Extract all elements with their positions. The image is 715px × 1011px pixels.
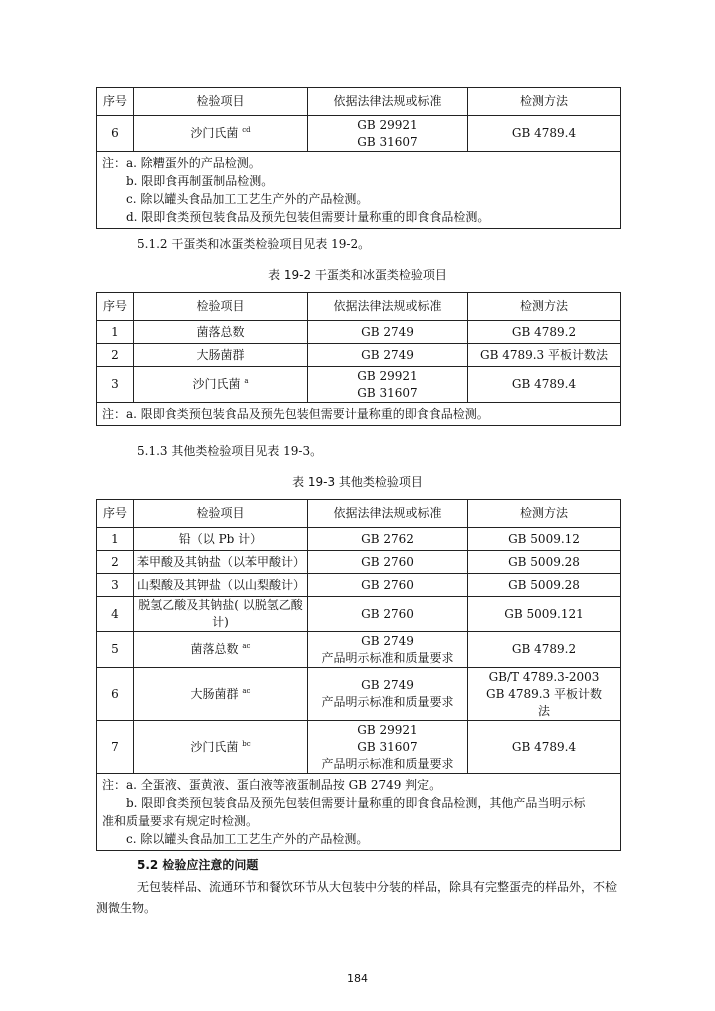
cell-standard [308,668,468,721]
note-line: c. 除以罐头食品加工工艺生产外的产品检测。 [126,832,369,846]
cell-no: 6 [97,116,134,152]
cell-no: 5 [97,632,134,668]
method-line: GB/T 4789.3-2003 [488,669,600,684]
item-name: 山梨酸及其钾盐（以山梨酸计） [137,577,306,592]
header-method: 检测方法 [468,88,621,116]
table-row [97,528,621,551]
cell-item [134,597,308,632]
item-footnote-ref: bc [242,739,251,748]
header-standard: 依据法律法规或标准 [308,500,468,528]
item-name: 沙门氏菌 [190,126,239,140]
table-row [97,632,621,668]
method-line: GB 4789.3 平板计数法 [479,347,609,362]
item-name: 沙门氏菌 [190,739,239,754]
section-5-2-title: 5.2 检验应注意的问题 [137,858,259,872]
method-line: GB 5009.28 [508,554,580,569]
cell-item [134,551,308,574]
cell-standard [308,632,468,668]
standard-line: GB 2749 [361,347,414,362]
standard-line: GB 2762 [361,531,414,546]
table-19-3-caption: 表 19-3 其他类检验项目 [292,475,423,489]
cell-method [468,597,621,632]
method-line: GB 4789.4 [511,739,577,754]
cell-method [468,321,621,344]
method-line: GB 4789.2 [511,324,577,339]
cell-method [468,632,621,668]
standard-line: GB 31607 [357,739,418,754]
cell-no: 1 [97,321,134,344]
method-line: GB 4789.4 [511,126,577,140]
standard-line: GB 29921 [357,722,418,737]
cell-method [468,668,621,721]
cell-item [134,668,308,721]
standard-line: GB 31607 [357,385,418,400]
cell-no: 6 [97,668,134,721]
cell-no: 3 [97,574,134,597]
cell-item [134,367,308,403]
table-body [97,321,621,403]
note-line: 注：a. 除糟蛋外的产品检测。 [102,156,261,170]
section-5-2-body: 无包装样品、流通环节和餐饮环节从大包装中分装的样品，除具有完整蛋壳的样品外，不检测微生物。 [96,880,618,915]
cell-item [134,116,308,152]
table-header-row [97,293,621,321]
table-19-2-caption: 表 19-2 干蛋类和冰蛋类检验项目 [268,268,447,282]
method-line: GB 4789.2 [511,642,577,656]
table-row [97,721,621,774]
method-line: GB 4789.3 平板计数 [485,686,603,701]
cell-item [134,321,308,344]
header-standard: 依据法律法规或标准 [308,293,468,321]
cell-method [468,116,621,152]
standard-line: GB 2760 [361,577,414,592]
standard-line: GB 29921 [357,368,418,383]
item-footnote-ref: ac [242,686,251,695]
cell-standard [308,528,468,551]
table-continued [96,87,621,229]
standard-line: GB 29921 [357,117,418,132]
item-footnote-ref: ac [242,642,251,650]
item-footnote-ref: a [244,377,249,385]
table-body [97,116,621,152]
header-no: 序号 [97,88,134,116]
table-row [97,574,621,597]
cell-item [134,721,308,774]
cell-no: 3 [97,367,134,403]
item-name: 大肠菌群 [196,347,245,362]
method-line: GB 5009.28 [508,577,580,592]
method-line: GB 5009.121 [504,606,584,621]
cell-method [468,574,621,597]
item-name: 脱氢乙酸及其钠盐( 以脱氢乙酸计) [138,598,303,629]
table-notes [97,152,621,229]
cell-standard [308,367,468,403]
note-line: 准和质量要求有规定时检测。 [102,814,259,828]
header-no: 序号 [97,293,134,321]
cell-no: 2 [97,551,134,574]
standard-line: 产品明示标准和质量要求 [321,756,454,771]
table-19-3 [96,499,621,851]
standard-line: 产品明示标准和质量要求 [321,650,454,665]
header-no: 序号 [97,500,134,528]
item-footnote-ref: cd [242,126,251,134]
cell-standard [308,116,468,152]
page-number: 184 [347,972,368,985]
table-notes [97,774,621,851]
table-header-row [97,88,621,116]
item-name: 菌落总数 [196,324,245,339]
header-item: 检验项目 [134,293,308,321]
cell-standard [308,721,468,774]
cell-standard [308,344,468,367]
cell-method [468,721,621,774]
cell-method [468,344,621,367]
table-row [97,344,621,367]
note-line: b. 限即食再制蛋制品检测。 [126,174,274,188]
cell-method [468,367,621,403]
item-name: 菌落总数 [190,642,239,656]
cell-standard [308,551,468,574]
cell-no: 4 [97,597,134,632]
header-method: 检测方法 [468,500,621,528]
item-name: 沙门氏菌 [192,377,241,391]
method-line: 法 [537,703,550,718]
header-standard: 依据法律法规或标准 [308,88,468,116]
table-row [97,551,621,574]
note-line: d. 限即食类预包装食品及预先包装但需要计量称重的即食食品检测。 [126,210,490,224]
header-method: 检测方法 [468,293,621,321]
cell-item [134,574,308,597]
cell-no: 2 [97,344,134,367]
standard-line: GB 2760 [361,606,414,621]
paragraph-5-1-2: 5.1.2 干蛋类和冰蛋类检验项目见表 19-2。 [137,237,371,251]
cell-method [468,528,621,551]
note-line: c. 除以罐头食品加工工艺生产外的产品检测。 [126,192,369,206]
note-line: 注：a. 全蛋液、蛋黄液、蛋白液等液蛋制品按 GB 2749 判定。 [102,778,442,792]
cell-no: 1 [97,528,134,551]
standard-line: GB 2749 [361,324,414,339]
method-line: GB 5009.12 [508,531,580,546]
item-name: 铅（以 Pb 计） [178,531,263,546]
header-item: 检验项目 [134,88,308,116]
table-row [97,597,621,632]
table-body [97,528,621,774]
note-line: 注：a. 限即食类预包装食品及预先包装但需要计量称重的即食食品检测。 [102,407,489,421]
table-header-row [97,500,621,528]
cell-standard [308,574,468,597]
cell-item [134,528,308,551]
note-line: b. 限即食类预包装食品及预先包装但需要计量称重的即食食品检测，其他产品当明示标 [126,796,586,810]
standard-line: GB 2760 [361,554,414,569]
cell-item [134,632,308,668]
standard-line: GB 31607 [357,134,418,149]
standard-line: GB 2749 [361,633,414,648]
standard-line: 产品明示标准和质量要求 [321,695,454,709]
table-notes [97,403,621,426]
table-row [97,321,621,344]
item-name: 苯甲酸及其钠盐（以苯甲酸计） [137,554,306,569]
table-row [97,116,621,152]
item-name: 大肠菌群 [190,686,239,701]
table-row [97,668,621,721]
table-19-2 [96,292,621,426]
cell-method [468,551,621,574]
table-row [97,367,621,403]
cell-item [134,344,308,367]
cell-standard [308,321,468,344]
cell-no: 7 [97,721,134,774]
standard-line: GB 2749 [361,678,414,692]
paragraph-5-1-3: 5.1.3 其他类检验项目见表 19-3。 [137,444,323,458]
method-line: GB 4789.4 [511,377,577,391]
header-item: 检验项目 [134,500,308,528]
cell-standard [308,597,468,632]
